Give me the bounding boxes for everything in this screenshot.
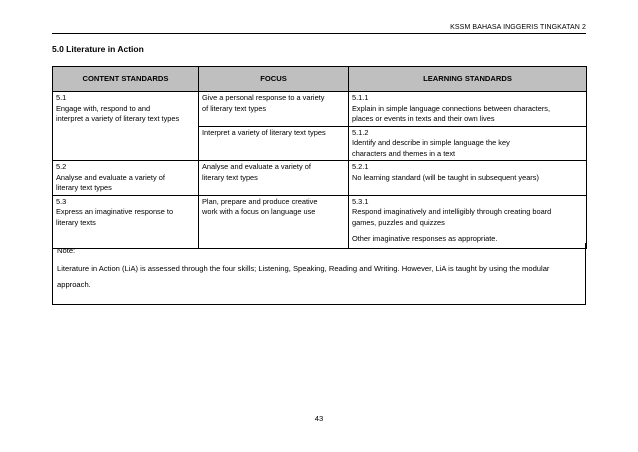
content-standard-code: 5.3 (56, 196, 67, 206)
note-box (52, 243, 586, 305)
learning-standard-text: games, puzzles and quizzes (352, 217, 445, 227)
learning-standard-cell (349, 161, 587, 196)
learning-standard-text: Explain in simple language connections between characters, (352, 103, 551, 113)
focus-cell (199, 195, 349, 248)
learning-standard-code: 5.1.1 (352, 93, 369, 102)
column-header-learning-standards: LEARNING STANDARDS (349, 67, 587, 92)
content-standard-code: 5.2 (56, 162, 67, 171)
learning-standard-code: 5.3.1 (352, 196, 369, 206)
page-number: 43 (314, 414, 324, 423)
content-standard-cell (53, 195, 199, 248)
learning-standard-extra: Other imaginative responses as appropriate. (352, 234, 498, 243)
table-row (53, 161, 587, 196)
focus-text: Give a personal response to a variety (202, 93, 325, 102)
running-header: KSSM BAHASA INGGERIS TINGKATAN 2 (450, 24, 586, 31)
note-label: Note: (57, 246, 76, 255)
table-row (53, 195, 587, 248)
content-standard-code: 5.1 (56, 93, 67, 102)
content-standard-text: interpret a variety of literary text types (56, 114, 180, 123)
learning-standard-code: 5.1.2 (352, 127, 369, 137)
content-standard-text: Express an imaginative response to (56, 207, 174, 216)
focus-text: work with a focus on language use (202, 207, 316, 216)
focus-cell (199, 92, 349, 127)
focus-cell (199, 126, 349, 161)
focus-text: literary text types (202, 172, 258, 182)
learning-standard-text: No learning standard (will be taught in subsequent years) (352, 172, 539, 182)
focus-text: Interpret a variety of literary text types (202, 127, 326, 137)
learning-standard-code: 5.2.1 (352, 162, 369, 171)
column-header-focus: FOCUS (199, 67, 349, 92)
table-row (53, 92, 587, 127)
header-rule (52, 33, 586, 34)
learning-standard-text: Identify and describe in simple language the key (352, 138, 510, 147)
section-title: 5.0 Literature in Action (52, 44, 144, 54)
learning-standard-cell (349, 195, 587, 248)
content-standard-cell (53, 161, 199, 196)
learning-standard-text: characters and themes in a text (352, 148, 456, 158)
focus-text: Plan, prepare and produce creative (202, 196, 318, 206)
content-standard-text: Analyse and evaluate a variety of (56, 172, 165, 182)
learning-standard-text: places or events in texts and their own lives (352, 114, 495, 123)
focus-text: Analyse and evaluate a variety of (202, 162, 311, 171)
table-header-row (53, 67, 587, 92)
standards-table (52, 66, 587, 249)
focus-text: of literary text types (202, 103, 267, 113)
focus-cell (199, 161, 349, 196)
learning-standard-text: Respond imaginatively and intelligibly through creating board (352, 207, 552, 216)
content-standard-cell (53, 92, 199, 161)
note-text: Literature in Action (LiA) is assessed through the four skills; Listening, Speaking, Reading and Writing. However, LiA is taught by using the modular approach. (57, 264, 550, 289)
content-standard-text: literary text types (56, 183, 112, 192)
content-standard-text: literary texts (56, 217, 96, 227)
content-standard-text: Engage with, respond to and (56, 103, 151, 113)
column-header-content-standards: CONTENT STANDARDS (53, 67, 199, 92)
learning-standard-cell (349, 126, 587, 161)
learning-standard-cell (349, 92, 587, 127)
